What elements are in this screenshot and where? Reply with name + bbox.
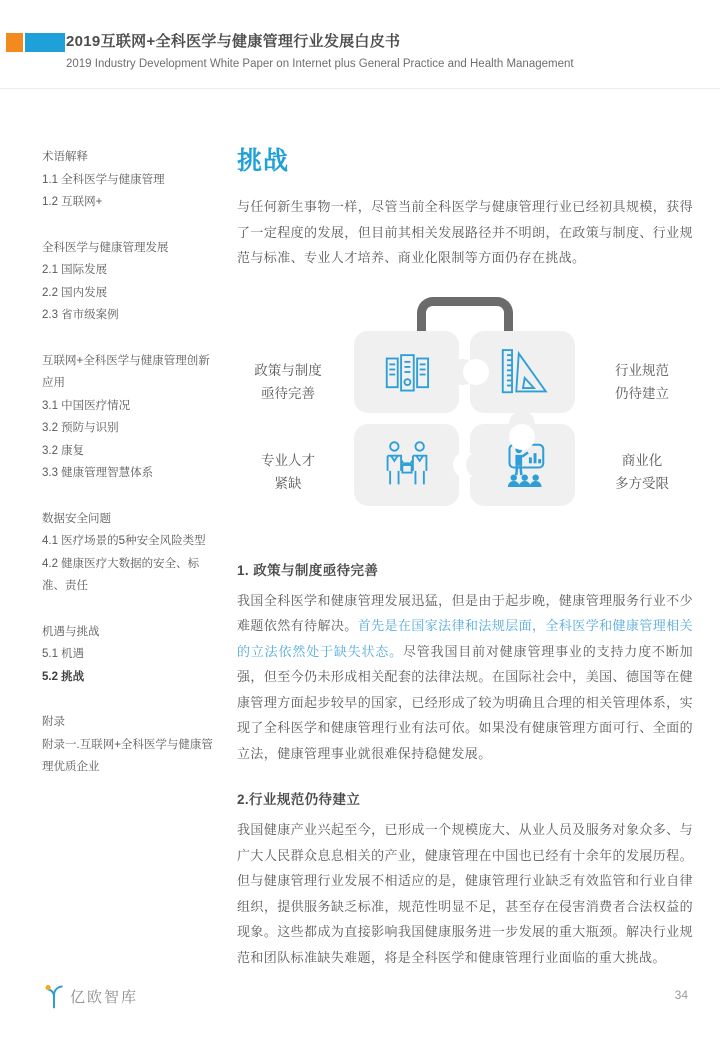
puzzle-grid bbox=[354, 331, 576, 506]
toc-group-innovation bbox=[42, 350, 218, 485]
toc-item: 2.1 国际发展 bbox=[42, 264, 108, 276]
toc-item: 互联网+全科医学与健康管理创新应用 bbox=[42, 354, 210, 389]
toc-item: 5.1 机遇 bbox=[42, 648, 85, 660]
section-1-text-end: 尽管我国目前对健康管理事业的支持力度不断加强，但至今仍未形成相关配套的法律法规。在国际社会中，美国、德国等在健康管理方面起步较早的国家，已经形成了较为明确且合理的相关管理体系，实现了全科医学和健康管理行业有法可依。如果没有健康管理方面可行、全面的立法，健康管理事业就很难保持稳健发展。 bbox=[237, 643, 693, 761]
diagram-label-standards bbox=[591, 359, 693, 405]
table-of-contents bbox=[42, 146, 218, 802]
toc-item: 数据安全问题 bbox=[42, 512, 111, 525]
toc-item: 2.3 省市级案例 bbox=[42, 309, 119, 321]
toc-item: 附录一.互联网+全科医学与健康管理优质企业 bbox=[42, 738, 213, 773]
toc-item: 2.2 国内发展 bbox=[42, 286, 108, 299]
toc-item: 4.2 健康医疗大数据的安全、标准、责任 bbox=[42, 557, 200, 592]
puzzle-knob bbox=[466, 452, 492, 478]
label-line: 紧缺 bbox=[274, 475, 302, 491]
diagram-label-commercialization bbox=[591, 449, 693, 495]
page-title: 挑战 bbox=[237, 147, 290, 175]
toc-item: 1.2 互联网+ bbox=[42, 196, 103, 208]
toc-item: 机遇与挑战 bbox=[42, 625, 100, 638]
toc-item: 附录 bbox=[42, 716, 65, 728]
label-line: 多方受限 bbox=[615, 475, 669, 491]
toc-item: 全科医学与健康管理发展 bbox=[42, 241, 169, 254]
toc-item: 1.1 全科医学与健康管理 bbox=[42, 173, 165, 186]
publisher-logo-text: 亿欧智库 bbox=[70, 989, 139, 1006]
section-1-heading: 1. 政策与制度亟待完善 bbox=[237, 562, 379, 578]
puzzle-knob bbox=[509, 424, 535, 450]
challenges-diagram bbox=[237, 297, 693, 519]
puzzle-piece-talent bbox=[354, 424, 459, 506]
ruler-setsquare-icon bbox=[496, 345, 550, 399]
header-accent-blue-square bbox=[25, 33, 65, 52]
toc-group-development bbox=[42, 237, 218, 327]
puzzle-piece-policy bbox=[354, 331, 459, 413]
section-1-paragraph bbox=[237, 588, 693, 767]
publisher-logo bbox=[44, 983, 138, 1010]
section-1-highlighted-text: 首先是在国家法律和法规层面，全科医学和健康管理相关的立法依然处于缺失状态。 bbox=[237, 618, 693, 659]
toc-item: 4.1 医疗场景的5种安全风险类型 bbox=[42, 535, 206, 547]
diagram-label-talent bbox=[237, 449, 339, 495]
label-line: 政策与制度 bbox=[254, 362, 322, 378]
businessmen-briefcase-icon bbox=[380, 438, 434, 492]
page-number: 34 bbox=[674, 988, 688, 1002]
eo-intelligence-logo-icon bbox=[44, 983, 64, 1010]
toc-item: 3.3 健康管理智慧体系 bbox=[42, 467, 154, 479]
toc-item: 3.2 康复 bbox=[42, 444, 85, 457]
toc-group-appendix bbox=[42, 711, 218, 779]
label-line: 商业化 bbox=[621, 452, 663, 468]
toc-item-current-page: 5.2 挑战 bbox=[42, 670, 85, 683]
puzzle-knob bbox=[463, 359, 489, 385]
section-2-heading: 2.行业规范仍待建立 bbox=[237, 792, 361, 807]
section-1-text-start: 我国全科医学和健康管理发展迅猛，但是由于起步晚，健康管理服务行业不少难题依然有待解决。 bbox=[237, 592, 693, 633]
label-line: 亟待完善 bbox=[261, 385, 315, 401]
label-line: 仍待建立 bbox=[615, 385, 669, 401]
intro-paragraph: 与任何新生事物一样，尽管当前全科医学与健康管理行业已经初具规模，获得了一定程度的发展，但目前其相关发展路径并不明朗，在政策与制度、行业规范与标准、专业人才培养、商业化限制等方面仍存在挑战。 bbox=[237, 199, 693, 265]
toc-group-terms bbox=[42, 146, 218, 214]
document-title-en: 2019 Industry Development White Paper on Internet plus General Practice and Health Management bbox=[66, 58, 574, 70]
archive-binders-icon bbox=[380, 345, 434, 399]
toc-group-opportunities bbox=[42, 621, 218, 689]
document-title-zh: 2019互联网+全科医学与健康管理行业发展白皮书 bbox=[66, 33, 401, 50]
diagram-label-policy bbox=[237, 359, 339, 405]
toc-item: 3.1 中国医疗情况 bbox=[42, 399, 131, 412]
section-2-paragraph: 我国健康产业兴起至今，已形成一个规模庞大、从业人员及服务对象众多、与广大人民群众息息相关的产业，健康管理在中国也已经有十余年的发展历程。但与健康管理行业发展不相适应的是，健康管理行业缺乏有效监管和行业自律组织，提供服务缺乏标准，规范性明显不足，甚至存在侵害消费者合法权益的现象。这些都成为直接影响我国健康服务进一步发展的重大瓶颈。解决行业规范和团队标准缺失难题，将是全科医学和健康管理行业面临的重大挑战。 bbox=[237, 822, 693, 965]
toc-group-data-security bbox=[42, 508, 218, 598]
puzzle-suitcase bbox=[354, 297, 576, 506]
header-accent-orange-square bbox=[6, 33, 23, 52]
label-line: 行业规范 bbox=[615, 362, 669, 378]
label-line: 专业人才 bbox=[261, 452, 315, 468]
main-content bbox=[237, 141, 693, 970]
header-divider bbox=[0, 88, 720, 89]
toc-item: 术语解释 bbox=[42, 151, 88, 163]
toc-item: 3.2 预防与识别 bbox=[42, 422, 119, 434]
